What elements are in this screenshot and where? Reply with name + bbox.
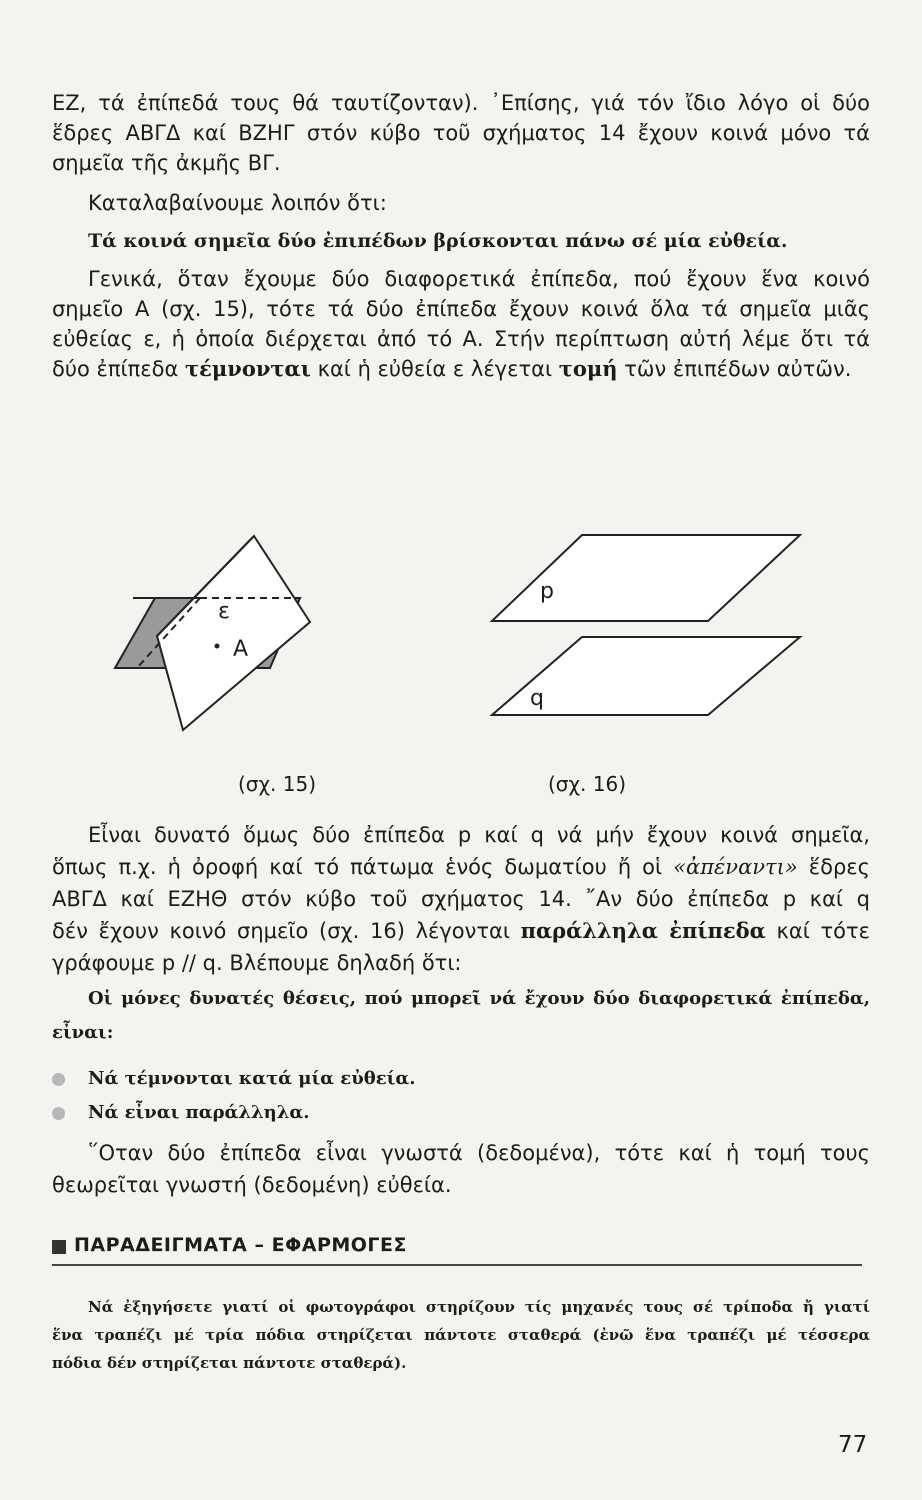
text-line: Εἶναι δυνατό ὅμως δύο ἐπίπεδα p καί q νά μήν ἔχουν κοινά σημεῖα,: [88, 823, 870, 847]
plane-slanted: [157, 536, 310, 730]
label-e: ε: [218, 599, 230, 624]
term-intersection: τομή: [558, 356, 618, 381]
label-p: p: [540, 579, 554, 604]
bullet-item: Νά εἶναι παράλληλα.: [88, 1102, 310, 1123]
key-statement: εἶναι:: [52, 1022, 114, 1043]
text-line: γράφουμε p // q. Βλέπουμε δηλαδή ὅτι:: [52, 951, 462, 975]
quoted-opposite: «ἀπέναντι»: [673, 855, 798, 879]
term-intersect: τέμνονται: [185, 356, 311, 381]
text-line: ἕδρες ΑΒΓΔ καί ΒΖΗΓ στόν κύβο τοῦ σχήματος 14 ἔχουν κοινά μόνο τά: [52, 121, 870, 145]
text-line: ῞Οταν δύο ἐπίπεδα εἶναι γνωστά (δεδομένα), τότε καί ἡ τομή τους: [88, 1141, 870, 1165]
label-A: Α: [233, 637, 249, 662]
text-line: ὅπως π.χ. ἡ ὀροφή καί τό πάτωμα ἑνός δωματίου ἤ οἱ «ἀπέναντι» ἕδρες: [52, 855, 870, 879]
bullet-icon: [52, 1107, 65, 1120]
exercise-line: πόδια δέν στηρίζεται πάντοτε σταθερά).: [52, 1354, 407, 1372]
caption-fig15: (σχ. 15): [238, 772, 316, 796]
text-line: δύο ἐπίπεδα τέμνονται καί ἡ εὐθεία ε λέγεται τομή τῶν ἐπιπέδων αὐτῶν.: [52, 356, 852, 381]
bullet-icon: [52, 1073, 65, 1086]
text-line: ΑΒΓΔ καί ΕΖΗΘ στόν κύβο τοῦ σχήματος 14. ῎Αν δύο ἐπίπεδα p καί q: [52, 887, 870, 911]
section-title: ΠΑΡΑΔΕΙΓΜΑΤΑ – ΕΦΑΡΜΟΓΕΣ: [74, 1234, 407, 1256]
point-A: [215, 644, 220, 649]
text-line: δέν ἔχουν κοινό σημεῖο (σχ. 16) λέγονται παράλληλα ἐπίπεδα καί τότε: [52, 918, 870, 943]
text-line: σημεῖα τῆς ἀκμῆς ΒΓ.: [52, 151, 281, 175]
plane-p: [492, 535, 800, 621]
page-number: 77: [838, 1432, 868, 1458]
exercise-line: Νά ἐξηγήσετε γιατί οἱ φωτογράφοι στηρίζουν τίς μηχανές τους σέ τρίποδα ἤ γιατί: [88, 1298, 870, 1316]
caption-fig16: (σχ. 16): [548, 772, 626, 796]
term-parallel-planes: παράλληλα ἐπίπεδα: [520, 918, 766, 943]
label-q: q: [530, 686, 544, 711]
text-line: ΕΖ, τά ἐπίπεδά τους θά ταυτίζονταν). ᾿Επίσης, γιά τόν ἴδιο λόγο οἱ δύο: [52, 91, 870, 115]
key-statement: Οἱ μόνες δυνατές θέσεις, πού μπορεῖ νά ἔχουν δύο διαφορετικά ἐπίπεδα,: [88, 988, 870, 1009]
figure-15: [95, 520, 335, 750]
text-line: θεωρεῖται γνωστή (δεδομένη) εὐθεία.: [52, 1173, 452, 1197]
key-statement: Τά κοινά σημεῖα δύο ἐπιπέδων βρίσκονται πάνω σέ μία εὐθεία.: [88, 230, 788, 252]
section-divider: [52, 1264, 862, 1266]
text-line: εὐθείας ε, ἡ ὁποία διέρχεται ἀπό τό Α. Στήν περίπτωση αὐτή λέμε ὅτι τά: [52, 327, 870, 351]
text-line: Γενικά, ὅταν ἔχουμε δύο διαφορετικά ἐπίπεδα, πού ἔχουν ἕνα κοινό: [88, 267, 870, 291]
section-marker-icon: [52, 1240, 66, 1254]
text-line: σημεῖο Α (σχ. 15), τότε τά δύο ἐπίπεδα ἔχουν κοινά ὅλα τά σημεῖα μιᾶς: [52, 297, 870, 321]
exercise-line: ἕνα τραπέζι μέ τρία πόδια στηρίζεται πάντοτε σταθερά (ἐνῶ ἕνα τραπέζι μέ τέσσερα: [52, 1326, 870, 1344]
bullet-item: Νά τέμνονται κατά μία εὐθεία.: [88, 1068, 416, 1089]
text-line: Καταλαβαίνουμε λοιπόν ὅτι:: [88, 191, 387, 215]
figure-16: [470, 525, 810, 725]
